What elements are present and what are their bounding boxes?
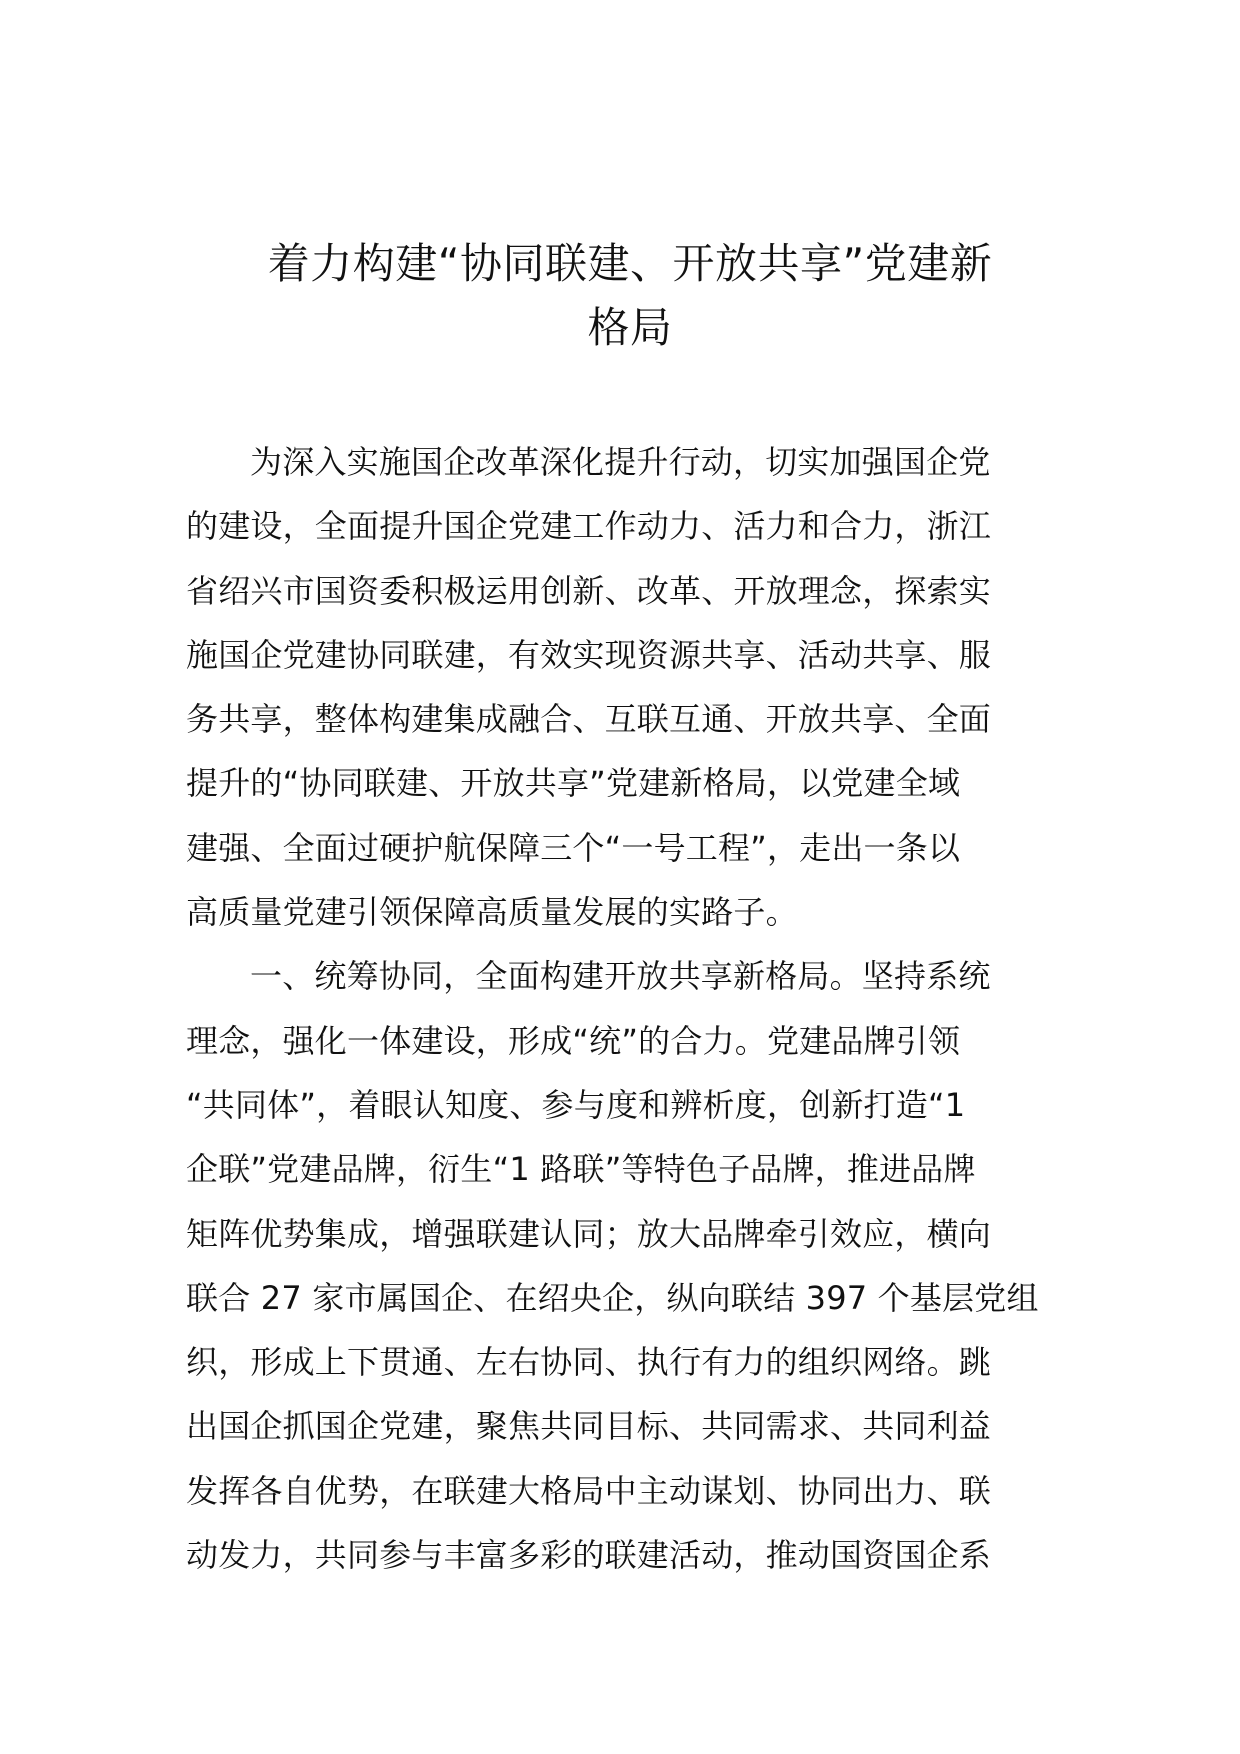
paragraph-line: 的建设，全面提升国企党建工作动力、活力和合力，浙江 bbox=[186, 507, 992, 546]
paragraph-line: 企联”党建品牌，衍生“1 路联”等特色子品牌，推进品牌 bbox=[186, 1150, 976, 1189]
paragraph-intro bbox=[186, 430, 1056, 944]
title-line-2: 格局 bbox=[587, 303, 673, 352]
paragraph-line: 施国企党建协同联建，有效实现资源共享、活动共享、服 bbox=[186, 635, 992, 674]
paragraph-line: “共同体”，着眼认知度、参与度和辨析度，创新打造“1 bbox=[186, 1085, 966, 1124]
paragraph-line: 织，形成上下贯通、左右协同、执行有力的组织网络。跳 bbox=[186, 1343, 992, 1382]
paragraph-line: 为深入实施国企改革深化提升行动，切实加强国企党 bbox=[250, 443, 991, 481]
document-body bbox=[186, 430, 1056, 1587]
paragraph-line: 一、统筹协同，全面构建开放共享新格局。坚持系统 bbox=[250, 957, 991, 996]
paragraph-line: 省绍兴市国资委积极运用创新、改革、开放理念，探索实 bbox=[186, 571, 992, 610]
paragraph-line: 发挥各自优势，在联建大格局中主动谋划、协同出力、联 bbox=[186, 1471, 992, 1510]
paragraph-line: 务共享，整体构建集成融合、互联互通、开放共享、全面 bbox=[186, 700, 992, 739]
paragraph-section-1 bbox=[186, 944, 1056, 1587]
paragraph-line: 理念，强化一体建设，形成“统”的合力。党建品牌引领 bbox=[186, 1021, 961, 1060]
paragraph-line: 高质量党建引领保障高质量发展的实路子。 bbox=[186, 893, 798, 932]
paragraph-line: 动发力，共同参与丰富多彩的联建活动，推动国资国企系 bbox=[186, 1536, 992, 1575]
paragraph-line: 建强、全面过硬护航保障三个“一号工程”，走出一条以 bbox=[186, 828, 961, 867]
paragraph-line: 联合 27 家市属国企、在绍央企，纵向联结 397 个基层党组 bbox=[186, 1278, 1039, 1317]
paragraph-line: 矩阵优势集成，增强联建认同；放大品牌牵引效应，横向 bbox=[186, 1214, 992, 1253]
title-line-1: 着力构建“协同联建、开放共享”党建新 bbox=[267, 239, 993, 288]
document-title bbox=[190, 232, 1070, 360]
paragraph-line: 提升的“协同联建、开放共享”党建新格局，以党建全域 bbox=[186, 764, 961, 803]
paragraph-line: 出国企抓国企党建，聚焦共同目标、共同需求、共同利益 bbox=[186, 1407, 992, 1446]
